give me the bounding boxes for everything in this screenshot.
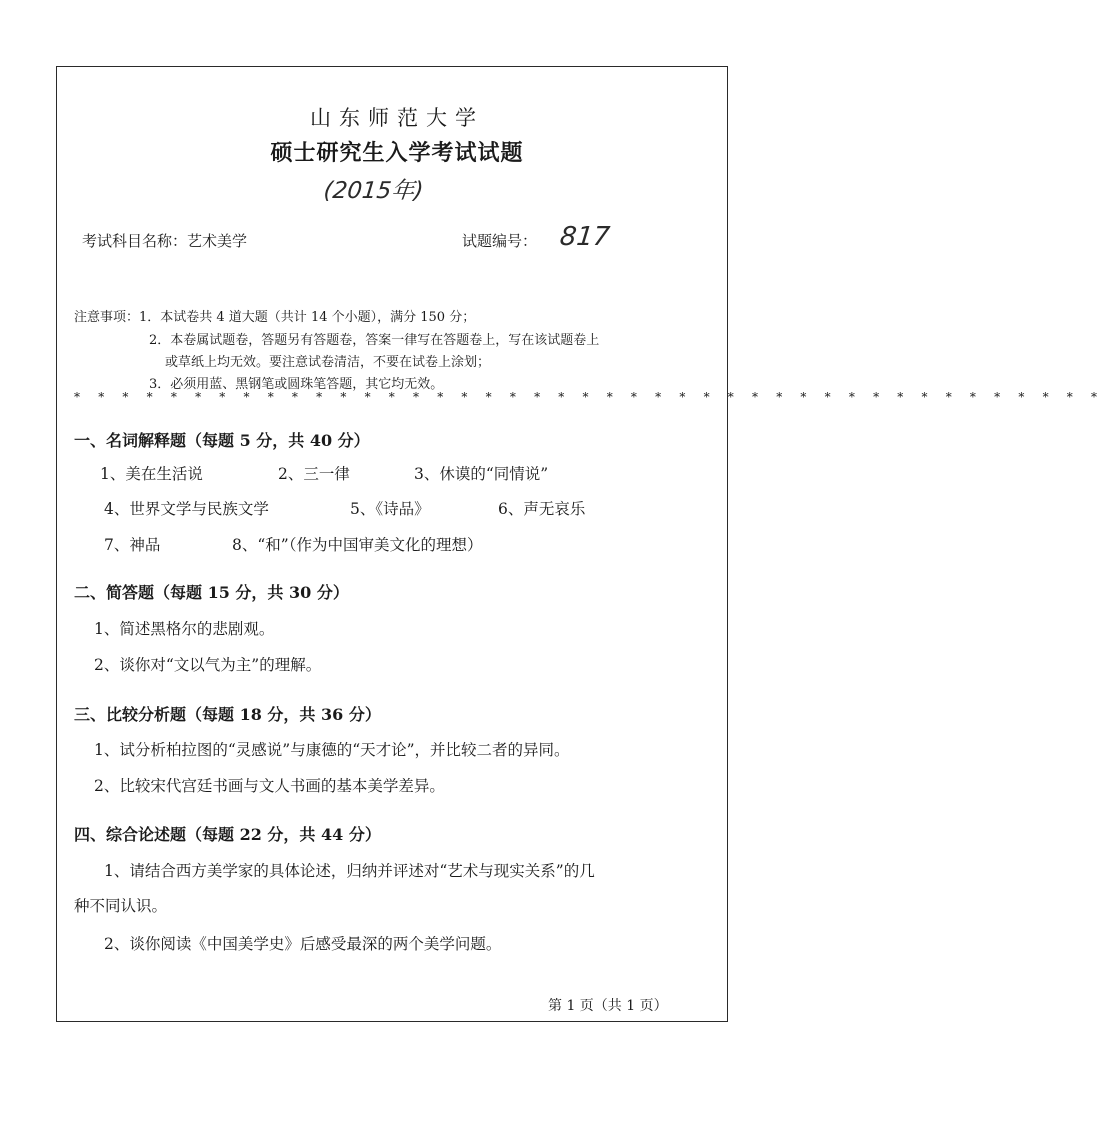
question-item: 4、世界文学与民族文学 [104,500,269,518]
section-heading: 四、综合论述题（每题 22 分，共 44 分） [74,825,381,844]
question-item: 3、休谟的“同情说” [414,465,549,483]
notes-label: 注意事项： [74,310,140,325]
exam-code-label: 试题编号： [462,232,538,250]
question-item: 7、神品 [104,536,161,554]
section-heading: 三、比较分析题（每题 18 分，共 36 分） [74,705,381,724]
note-item: 2．本卷属试题卷，答题另有答题卷，答案一律写在答题卷上，写在该试题卷上 [149,333,600,348]
note-item: 3．必须用蓝、黑钢笔或圆珠笔答题，其它均无效。 [149,377,444,392]
question-item: 1、请结合西方美学家的具体论述，归纳并评述对“艺术与现实关系”的几 [104,862,595,880]
exam-title: 硕士研究生入学考试试题 [270,140,524,166]
question-item: 8、“和”（作为中国审美文化的理想） [232,536,483,554]
question-item: 5、《诗品》 [350,500,430,518]
school-name: 山东师范大学 [310,106,484,130]
page-number: 第 1 页（共 1 页） [548,998,668,1014]
question-item: 1、简述黑格尔的悲剧观。 [94,620,275,638]
section-heading: 二、简答题（每题 15 分，共 30 分） [74,583,349,602]
note-item: 或草纸上均无效。要注意试卷清洁，不要在试卷上涂划； [165,355,491,370]
separator-stars: * * * * * * * * * * * * * * * * * * * * * * * * * * * * * * * * * * * * * * * * * * * [74,390,1104,404]
subject-name: 考试科目名称：艺术美学 [82,232,248,250]
question-item: 2、比较宋代宫廷书画与文人书画的基本美学差异。 [94,777,445,795]
question-item: 种不同认识。 [74,897,168,915]
question-item: 1、试分析柏拉图的“灵感说”与康德的“天才论”，并比较二者的异同。 [94,741,570,759]
question-item: 2、谈你阅读《中国美学史》后感受最深的两个美学问题。 [104,935,502,953]
handwritten-year: (2015年) [322,178,425,204]
question-item: 2、三一律 [278,465,350,483]
handwritten-exam-code: 817 [558,222,612,252]
note-item: 1．本试卷共 4 道大题（共计 14 个小题），满分 150 分； [139,310,476,325]
question-item: 6、声无哀乐 [498,500,586,518]
question-item: 2、谈你对“文以气为主”的理解。 [94,656,322,674]
section-heading: 一、名词解释题（每题 5 分，共 40 分） [74,431,370,450]
question-item: 1、美在生活说 [100,465,203,483]
